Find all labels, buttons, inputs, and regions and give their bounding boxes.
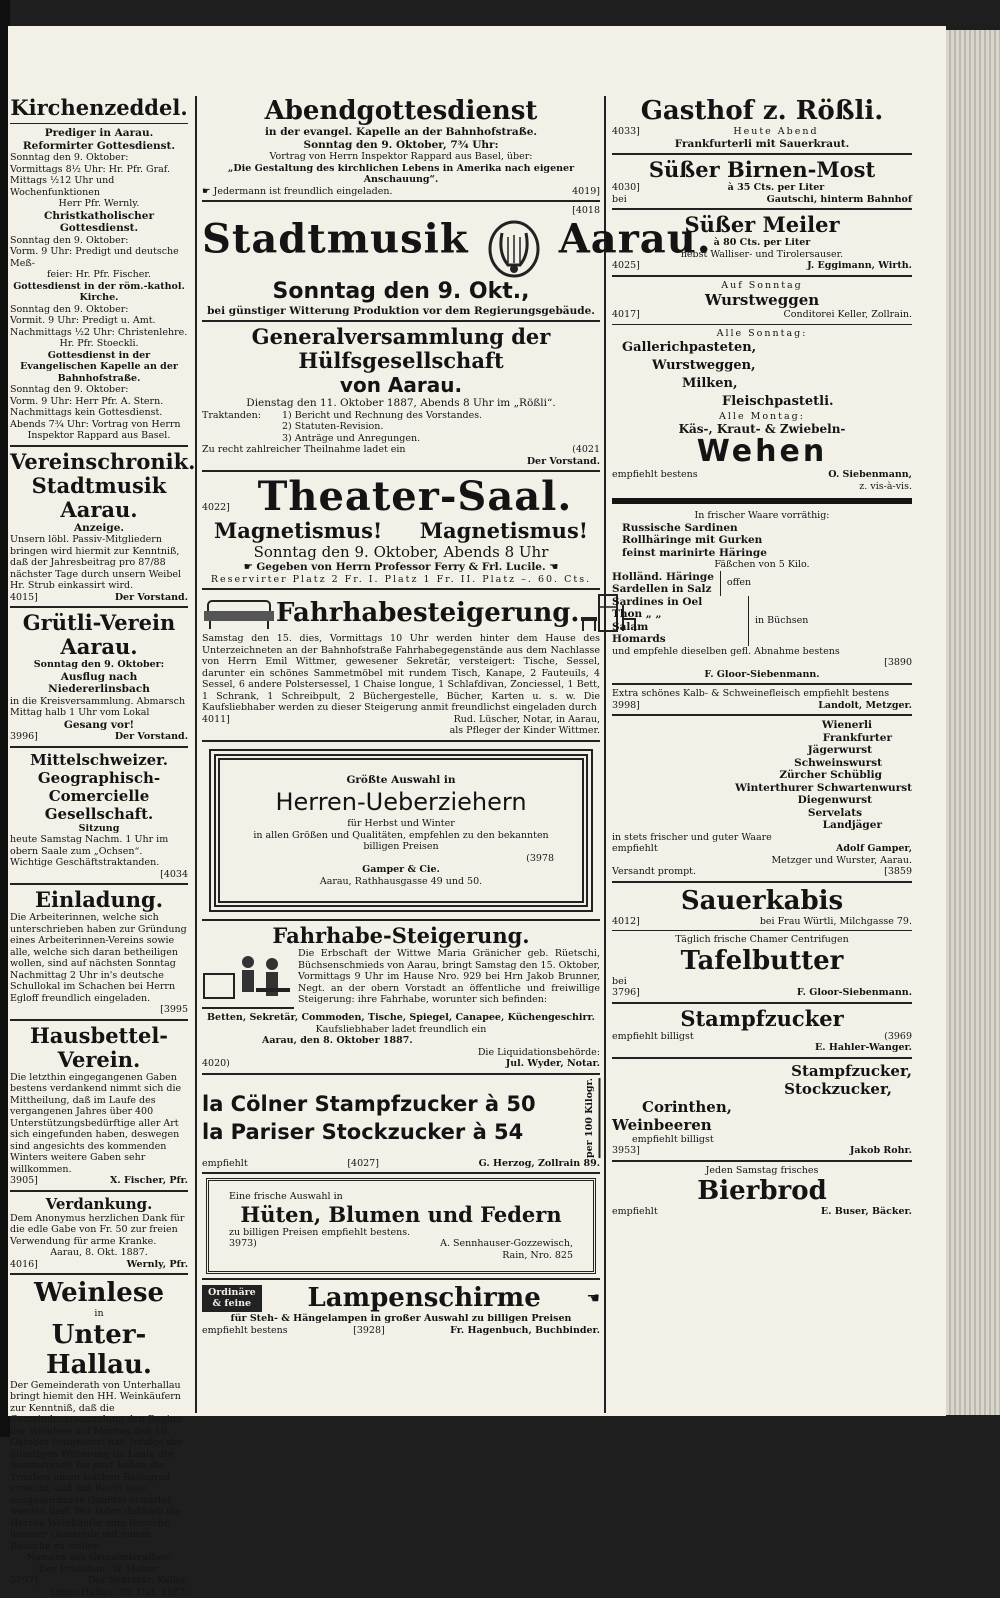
most-bei: bei (612, 194, 627, 206)
lampen-sign: Fr. Hagenbuch, Buchbinder. (450, 1325, 600, 1337)
tafel-lead: Täglich frische Chamer Centrifugen (612, 934, 912, 946)
fahrhabesteigerung-ad (202, 593, 600, 737)
christ-line: Sonntag den 9. Oktober: (10, 235, 188, 247)
gasthof-num: 4033] (612, 126, 640, 138)
wurst-item: Frankfurter (612, 732, 912, 745)
general-invite: Zu recht zahlreicher Theilnahme ladet ein (202, 444, 406, 456)
wuerste-vers: Versandt prompt. (612, 866, 696, 878)
theater-title: Theater-Saal. (230, 475, 600, 519)
general-sign: Der Vorstand. (202, 456, 600, 468)
stampf-text: empfiehlt billigst (612, 1031, 694, 1043)
general-item: 3) Anträge und Anregungen. (282, 433, 482, 445)
alle-item: Milken, (612, 375, 912, 393)
waare-line: Sardellen in Salz (612, 583, 714, 596)
abend-num: 4019] (572, 186, 600, 198)
evang-line: Vorm. 9 Uhr: Herr Pfr. A. Stern. (10, 396, 188, 408)
wurst-item: Landjäger (612, 819, 912, 832)
kirchenzeddel-title: Kirchenzeddel. (10, 96, 188, 120)
waare-line: Rollhäringe mit Gurken (612, 534, 912, 547)
wuerste-sign: Adolf Gamper, (836, 843, 912, 855)
alle-empf: empfiehlt bestens (612, 469, 698, 481)
waare-text: und empfehle dieselben gefl. Abnahme bestens (612, 646, 912, 658)
lampen-empf: empfiehlt bestens (202, 1325, 288, 1337)
zucker-num: [4027] (347, 1158, 379, 1170)
hueten-title: Hüten, Blumen und Federn (229, 1203, 573, 1227)
stadtmusik-ad (202, 205, 600, 317)
theater-by: Gegeben von Herrn Professor Ferry & Frl. Lucile. (256, 561, 545, 573)
gruetli-title: Grütli-Verein Aarau. (10, 611, 188, 659)
hausbettel-title: Hausbettel-Verein. (10, 1024, 188, 1072)
stampf-title: Stampfzucker (612, 1007, 912, 1031)
weinlese-title: Weinlese (10, 1278, 188, 1308)
meiler-ad (612, 213, 912, 272)
gasthof-title: Gasthof z. Rößli. (612, 96, 912, 126)
weinlese-namens: Namens des Gemeinderathes: (10, 1552, 188, 1564)
ref-heading: Reformirter Gottesdienst. (10, 140, 188, 153)
waare-num: [3890 (612, 657, 912, 669)
herren-text: in allen Größen und Qualitäten, empfehlen zu den bekannten billigen Preisen (248, 830, 554, 853)
kalb-sign: Landolt, Metzger. (818, 700, 912, 712)
theater-mag2: Magnetismus! (420, 519, 588, 543)
geo-num: [4034 (10, 869, 188, 881)
verdankung-sign: Wernly, Pfr. (127, 1259, 188, 1271)
weinlese-in: in (10, 1308, 188, 1320)
theater-date: Sonntag den 9. Oktober, Abends 8 Uhr (202, 543, 600, 561)
most-ad (612, 158, 912, 205)
hueten-sign: A. Sennhauser-Gozzewisch, (440, 1238, 573, 1250)
wurst-item: Schweinswurst (612, 757, 912, 770)
zucker-unit: per 100 Kilogr. (584, 1078, 601, 1158)
stock-item: Stampfzucker, (612, 1062, 912, 1080)
fahrhabe1-num: 4011] (202, 714, 230, 726)
column-rule-2 (604, 96, 606, 1413)
evang-line: Inspektor Rappard aus Basel. (10, 430, 188, 442)
pointing-hand-icon: ☚ (546, 561, 559, 573)
abend-sub: in der evangel. Kapelle an der Bahnhofstraße. (202, 126, 600, 139)
stadtmusik-left: Stadtmusik (202, 215, 469, 262)
weinlese (10, 1278, 188, 1598)
hausbettel-verein (10, 1024, 188, 1187)
fahrhabe2-bold: Betten, Sekretär, Commoden, Tische, Spiegel, Canapee, Küchengeschirr. (202, 1012, 600, 1024)
general-num: (4021 (572, 444, 600, 456)
anzeige-label: Anzeige. (10, 522, 188, 535)
hueten-num: 3973) (229, 1238, 257, 1250)
wurst-item: Diegenwurst (612, 794, 912, 807)
fahrhabe1-sign2: als Pfleger der Kinder Wittmer. (202, 725, 600, 737)
sauer-num: 4012] (612, 916, 640, 928)
pointing-hand-icon: ☛ (202, 186, 214, 197)
roem-line: Vormit. 9 Uhr: Predigt u. Amt. (10, 315, 188, 327)
waare-line: Holländ. Häringe (612, 571, 714, 584)
general-item: 2) Statuten-Revision. (282, 421, 482, 433)
wuerste-text: in stets frischer und guter Waare (612, 832, 912, 844)
hueten-addr: Rain, Nro. 825 (229, 1250, 573, 1262)
alle-lead: Alle Sonntag: (612, 328, 912, 340)
meiler-text: nebst Walliser- und Tirolersauser. (612, 249, 912, 261)
zucker-ad (202, 1078, 600, 1170)
geo-gesellschaft (10, 751, 188, 881)
wurst-sign: Conditorei Keller, Zollrain. (784, 309, 912, 321)
most-sign: Gautschi, hinterm Bahnhof (767, 194, 912, 206)
stampfzucker-ad (612, 1007, 912, 1054)
theater-num: 4022] (202, 502, 230, 514)
lampen-left1: Ordinäre (208, 1287, 256, 1299)
waare-line: Russische Sardinen (612, 522, 912, 535)
fahrhabe2-text: Die Erbschaft der Wittwe Maria Gränicher geb. Rüetschi, Büchsenschmieds von Aarau, bringt Samstag den 15. Oktober, Vormittags 9 Uhr im Hause Nro. 929 bei Hrn Jakob Brunner, Negt. an der obern Vorstadt an öffentliche und freiwillige Steigerung: ihre Fahrhabe, worunter sich befinden: (298, 948, 600, 1012)
herren-num: (3978 (248, 853, 554, 865)
tafel-num: 3796] (612, 987, 640, 999)
fahrhabe2-num: 4020) (202, 1058, 230, 1070)
einladung-num: [3995 (10, 1004, 188, 1016)
hausbettel-text: Die letzthin eingegangenen Gaben bestens verdankend nimmt sich die Mittheilung, daß im Laufe des vergangenen Jahres über 400 Unterstützungsbedürftige aller Art sich eingefunden haben, deswegen sind angesichts des kommenden Winters weitere Gaben sehr willkommen. (10, 1072, 188, 1176)
kalbfleisch-ad (612, 688, 912, 711)
alle-addr: z. vis-à-vis. (612, 481, 912, 493)
abend-quote: „Die Gestaltung des kirchlichen Lebens in Amerika nach eigener Anschauung“. (202, 163, 600, 186)
wurst-item: Jägerwurst (612, 744, 912, 757)
roem-line: Sonntag den 9. Oktober: (10, 304, 188, 316)
general-place: von Aarau. (202, 373, 600, 397)
alle-lead2: Alle Montag: (612, 411, 912, 423)
gasthof-item: Frankfurterli mit Sauerkraut. (612, 138, 912, 151)
gruetli-sign: Der Vorstand. (115, 731, 188, 743)
verein-text: Unsern löbl. Passiv-Mitgliedern bringen wird hiermit zur Kenntniß, daß der Jahresbeitrag pro 87/88 nächster Tage durch unsern Weibel Hr. Strub einkassirt wird. (10, 534, 188, 592)
theater-prices: Reservirter Platz 2 Fr. I. Platz 1 Fr. II. Platz –. 60. Cts. (202, 574, 600, 586)
stampf-sign: E. Hahler-Wanger. (612, 1042, 912, 1054)
auction-scene-illustration-icon (202, 948, 294, 1012)
tafel-bei: bei (612, 976, 912, 988)
evang-line: Nachmittags kein Gottesdienst. (10, 407, 188, 419)
waare-line: Fäßchen von 5 Kilo. (612, 559, 912, 571)
stock-item: Corinthen, (612, 1098, 912, 1116)
alle-sign: O. Siebenmann, (828, 469, 912, 481)
christ-line: feier: Hr. Pfr. Fischer. (10, 269, 188, 281)
pointing-hand-icon: ☚ (587, 1289, 600, 1307)
meiler-price: à 80 Cts. per Liter (612, 237, 912, 249)
verdankung (10, 1195, 188, 1271)
weinlese-num: 3797] (10, 1575, 38, 1587)
gasthof-line: Heute Abend (733, 126, 818, 138)
herren-ueberzieher-ad (214, 754, 588, 908)
evang-line: Abends 7¾ Uhr: Vortrag von Herrn (10, 419, 188, 431)
lampen-title: Lampenschirme (307, 1283, 540, 1313)
fahrhabe1-text: Samstag den 15. dies, Vormittags 10 Uhr werden hinter dem Hause des Unterzeichneten an der Bahnhofstraße Fahrhabegegenstände aus dem Nachlasse von Herrn Emil Wittmer, gewesener Sekretär, versteigert: Tische, Sessel, darunter ein schönes Sammetmöbel mit rundem Tisch, Kanape, 2 Fauteuils, 4 Sessel, 6 andere Polstersessel, 1 Chaise longue, 1 Schlafdivan, Zonciessel, 1 Bett, 1 Schrank, 1 Schreibpult, 2 Büchergestelle, Bücher, Karten u. s. w. Die Kaufsliebhaber werden zu dieser Steigerung anmit freundlichst eingeladen durch (202, 633, 600, 714)
stock-empf: empfiehlt billigst (612, 1134, 912, 1146)
stockzucker-ad (612, 1062, 912, 1157)
hueten-ad (206, 1178, 596, 1274)
verdankung-date: Aarau, 8. Okt. 1887. (10, 1247, 188, 1259)
wuerste-empf: empfiehlt (612, 843, 658, 855)
geo-sitzung: Sitzung (10, 823, 188, 835)
pointing-hand-icon: ☛ (244, 561, 257, 573)
alle-line: Käs-, Kraut- & Zwiebeln- (612, 423, 912, 436)
alle-item: Fleischpastetli. (612, 393, 912, 411)
zucker-line1: la Cölner Stampfzucker à 50 (202, 1090, 584, 1118)
zucker-line2: la Pariser Stockzucker à 54 (202, 1118, 584, 1146)
bierbrod-ad (612, 1165, 912, 1218)
waare-line: Homards (612, 633, 742, 646)
stock-num: 3953] (612, 1145, 640, 1157)
wuerste-sub: Metzger und Wurster, Aarau. (612, 855, 912, 867)
column-right (612, 96, 912, 1415)
sauer-title: Sauerkabis (612, 886, 912, 916)
lampen-left2: & feine (208, 1298, 256, 1310)
wurst-num: 4017] (612, 309, 640, 321)
wurst-item: Zürcher Schüblig (612, 769, 912, 782)
gruetli-verein (10, 611, 188, 743)
geo-title: Mittelschweizer. Geographisch-Comercielle Gesellschaft. (10, 751, 188, 823)
tafel-sign: F. Gloor-Siebenmann. (797, 987, 912, 999)
abend-invite: Jedermann ist freundlich eingeladen. (214, 186, 393, 197)
general-trakt-label: Traktanden: (202, 410, 282, 445)
herren-lead: Größte Auswahl in (248, 774, 554, 787)
weinlese-sekr: Der Sekretär: Keller. (88, 1575, 188, 1587)
alle-sonntag-ad (612, 328, 912, 493)
waare-offen: offen (721, 577, 751, 589)
most-title: Süßer Birnen-Most (612, 158, 912, 182)
geo-text: heute Samstag Nachm. 1 Uhr im obern Saale zum „Ochsen“. Wichtige Geschäftstraktanden. (10, 834, 188, 869)
verein-sign: Der Vorstand. (115, 592, 188, 604)
frische-waare-ad (612, 510, 912, 680)
hausbettel-sign: X. Fischer, Pfr. (110, 1175, 188, 1187)
zucker-sign: G. Herzog, Zollrain 89. (479, 1158, 600, 1170)
christ-heading: Christkatholischer Gottesdienst. (10, 210, 188, 235)
fahrhabe2-title: Fahrhabe-Steigerung. (202, 924, 600, 948)
alle-item: Gallerichpasteten, (612, 339, 912, 357)
stadtmusik-right: Aarau. (559, 215, 712, 262)
general-item: 1) Bericht und Rechnung des Vorstandes. (282, 410, 482, 422)
waare-line: Sardines in Oel (612, 596, 742, 609)
waare-line: feinst marinirte Häringe (612, 547, 912, 560)
fahrhabe1-sign1: Rud. Lüscher, Notar, in Aarau, (454, 714, 600, 726)
einladung (10, 888, 188, 1016)
lampenschirme-ad (202, 1283, 600, 1336)
page-stack-edge (946, 30, 1000, 1415)
gruetli-text: in die Kreisversammlung. Abmarsch Mittag halb 1 Uhr vom Lokal (10, 696, 188, 719)
ref-line: Herr Pfr. Wernly. (10, 198, 188, 210)
ref-line: Sonntag den 9. Oktober: (10, 152, 188, 164)
column-left (10, 96, 188, 1415)
waare-line: Salam (612, 621, 742, 634)
theater-mag1: Magnetismus! (214, 519, 382, 543)
lampen-text: für Steh- & Hängelampen in großer Auswahl zu billigen Preisen (202, 1313, 600, 1325)
meiler-sign: J. Eggimann, Wirth. (807, 260, 912, 272)
gasthof-ad (612, 96, 912, 150)
wuerste-ad (612, 719, 912, 878)
fahrhabe1-title: Fahrhabesteigerung. (276, 598, 579, 628)
generalversammlung-ad (202, 325, 600, 467)
gruetli-num: 3996] (10, 731, 38, 743)
roem-heading: Gottesdienst in der röm.-kathol. Kirche. (10, 281, 188, 304)
fahrhabe-steigerung-ad (202, 924, 600, 1070)
hueten-text: zu billigen Preisen empfiehlt bestens. (229, 1227, 573, 1239)
stadtmusik-text: bei günstiger Witterung Produktion vor dem Regierungsgebäude. (202, 305, 600, 318)
stadtmusik-small-title: Stadtmusik Aarau. (10, 474, 188, 522)
christ-line: Vorm. 9 Uhr: Predigt und deutsche Meß- (10, 246, 188, 269)
gruetli-gesang: Gesang vor! (10, 719, 188, 732)
verdankung-num: 4016] (10, 1259, 38, 1271)
stadtmusik-num: [4018 (202, 205, 600, 217)
einladung-text: Die Arbeiterinnen, welche sich unterschrieben haben zur Gründung eines Arbeiterinnen-Vereins sowie alle, welche sich daran betheiligen wollen, sind auf nächsten Sonntag Nachmittag 2 Uhr in's deutsche Schullokal im Schachen bei Herrn Egloff freundlich eingeladen. (10, 912, 188, 1004)
wurst-title: Wurstweggen (612, 291, 912, 309)
weinlese-text: Der Gemeinderath von Unterhallau bringt hiemit den HH. Weinkäufern zur Kenntniß, daß die Gemeindeversammlung den Beginn der Weinlese auf Montag den 10. Oktober festgesetzt hat. Infolge der günstigen Witterung im Laufe der Sommerszeit bis jetzt haben die Trauben einen solchen Reifegrad erreicht, daß mit Recht eine ausgezeichnete Qualität erwartet werden darf. Wir laden deßhalb die Herren Weinkäufer zum Besuche unserer Gemeinde mit einem Besuche zu wollen. (10, 1380, 188, 1553)
abendgottesdienst-ad (202, 96, 600, 197)
bier-sign: E. Buser, Bäcker. (821, 1206, 912, 1218)
bier-empf: empfiehlt (612, 1206, 658, 1218)
herren-sub: für Herbst und Winter (248, 818, 554, 830)
ref-line: Vormittags 8½ Uhr: Hr. Pfr. Graf. (10, 164, 188, 176)
vereinschronik (10, 450, 188, 604)
ref-line: Mittags ½12 Uhr und Wochenfunktionen (10, 175, 188, 198)
general-date: Dienstag den 11. Oktober 1887, Abends 8 Uhr im „Rößli“. (202, 397, 600, 410)
lampen-num: [3928] (353, 1325, 385, 1337)
fahrhabe2-beh: Die Liquidationsbehörde: (202, 1047, 600, 1059)
sofa-illustration-icon (202, 595, 276, 631)
waare-line: Thon (612, 608, 642, 620)
most-num: 4030] (612, 182, 640, 194)
herren-firm: Gamper & Cie. (248, 864, 554, 876)
wurst-item: Servelats (612, 807, 912, 820)
stock-item: Stockzucker, (612, 1080, 912, 1098)
stock-item: Weinbeeren (612, 1116, 912, 1134)
evang-line: Sonntag den 9. Oktober: (10, 384, 188, 396)
fahrhabe2-invite: Kaufsliebhaber ladet freundlich ein (202, 1024, 600, 1036)
roem-line: Nachmittags ½2 Uhr: Christenlehre. (10, 327, 188, 339)
vereinschronik-title: Vereinschronik. (10, 450, 188, 474)
bier-lead: Jeden Samstag frisches (612, 1165, 912, 1177)
kalb-text: Extra schönes Kalb- & Schweinefleisch empfiehlt bestens (612, 688, 912, 700)
tafelbutter-ad (612, 934, 912, 999)
column-rule-1 (195, 96, 197, 1413)
wuerste-num: [3859 (884, 866, 912, 878)
fahrhabe2-date: Aarau, den 8. Oktober 1887. (202, 1035, 600, 1047)
sauer-text: bei Frau Würtli, Milchgasse 79. (760, 916, 912, 928)
most-price: à 35 Cts. per Liter (728, 182, 825, 194)
wurst-item: Wienerli (612, 719, 912, 732)
herren-addr: Aarau, Rathhausgasse 49 und 50. (248, 876, 554, 888)
theater-ad (202, 475, 600, 585)
verdankung-title: Verdankung. (10, 1195, 188, 1213)
abend-line: Vortrag von Herrn Inspektor Rappard aus Basel, über: (202, 151, 600, 163)
stock-sign: Jakob Rohr. (850, 1145, 912, 1157)
waare-sign: F. Gloor-Siebenmann. (612, 669, 912, 681)
gruetli-line1: Ausflug nach Niedererlinsbach (10, 671, 188, 696)
wurstweggen-ad (612, 280, 912, 321)
fahrhabe2-sign: Jul. Wyder, Notar. (506, 1058, 600, 1070)
hausbettel-num: 3905] (10, 1175, 38, 1187)
zucker-empf: empfiehlt (202, 1158, 248, 1170)
weinlese-date: Unter-Hallau, 30. Okt. 1887. (10, 1587, 188, 1598)
kalb-num: 3998] (612, 700, 640, 712)
stampf-num: (3969 (884, 1031, 912, 1043)
waare-buechsen: in Büchsen (749, 615, 808, 627)
stadtmusik-date: Sonntag den 9. Okt., (202, 279, 600, 305)
tafel-title: Tafelbutter (612, 946, 912, 976)
wehen-headline: Wehen (612, 435, 912, 469)
gruetli-date: Sonntag den 9. Oktober: (10, 659, 188, 671)
waare-lead: In frischer Waare vorräthig: (612, 510, 912, 522)
alle-item: Wurstweggen, (612, 357, 912, 375)
abend-date: Sonntag den 9. Oktober, 7¾ Uhr: (202, 139, 600, 152)
kirchenzeddel (10, 96, 188, 442)
roem-line: Hr. Pfr. Stoeckli. (10, 338, 188, 350)
bier-title: Bierbrod (612, 1176, 912, 1206)
lyre-emblem-icon (484, 217, 544, 279)
weinlese-praes: Der Präsident: W. Huber, (10, 1564, 188, 1576)
hueten-lead: Eine frische Auswahl in (229, 1191, 573, 1203)
wurst-item: Winterthurer Schwartenwurst (612, 782, 912, 795)
weinlese-place: Unter-Hallau. (10, 1320, 188, 1380)
herren-title: Herren-Ueberziehern (248, 786, 554, 818)
black-rule (612, 498, 912, 504)
prediger-heading: Prediger in Aarau. (10, 127, 188, 140)
waare-ditto: „ „ (646, 608, 662, 620)
verein-num: 4015] (10, 592, 38, 604)
evang-heading: Gottesdienst in der Evangelischen Kapelle an der Bahnhofstraße. (10, 350, 188, 385)
meiler-num: 4025] (612, 260, 640, 272)
verdankung-text: Dem Anonymus herzlichen Dank für die edle Gabe von Fr. 50 zur freien Verwendung für arme Kranke. (10, 1213, 188, 1248)
einladung-title: Einladung. (10, 888, 188, 912)
general-title: Generalversammlung der Hülfsgesellschaft (202, 325, 600, 373)
column-middle (202, 96, 600, 1415)
meiler-title: Süßer Meiler (612, 213, 912, 237)
sauerkabis-ad (612, 886, 912, 928)
wurst-lead: Auf Sonntag (612, 280, 912, 292)
abend-title: Abendgottesdienst (202, 96, 600, 126)
